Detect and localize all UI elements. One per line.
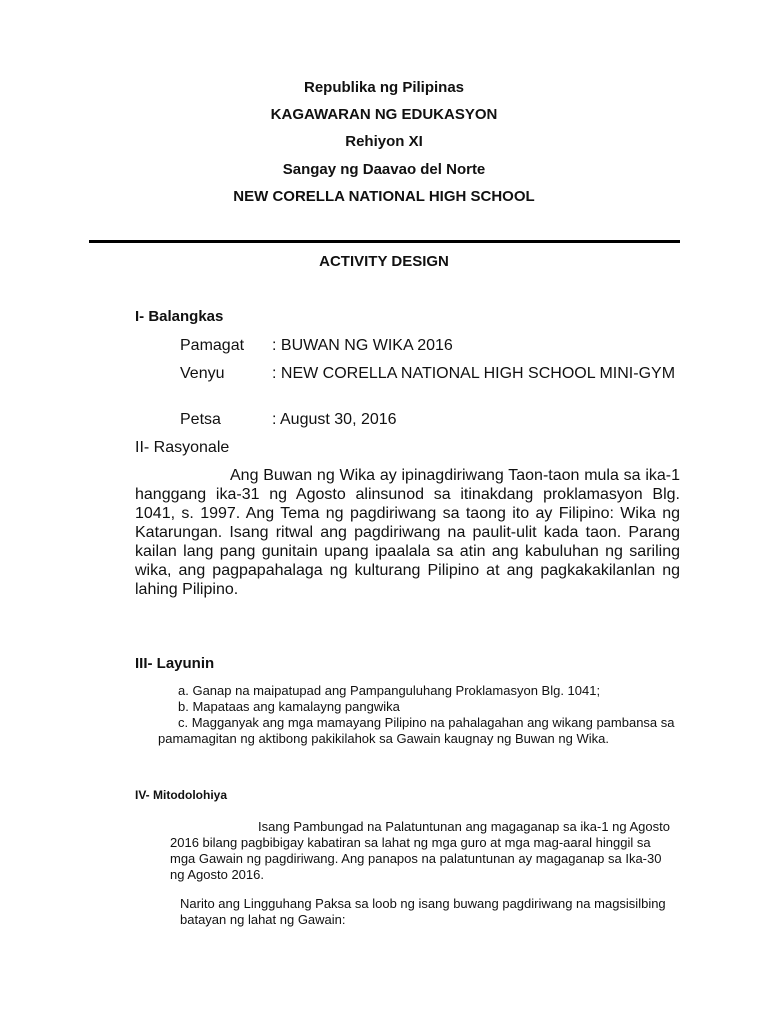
pamagat-label: Pamagat	[180, 337, 245, 354]
section-balangkas-heading: I- Balangkas	[135, 308, 224, 325]
section-layunin-heading: III- Layunin	[135, 655, 215, 672]
section-mitodolohiya-heading: IV- Mitodolohiya	[135, 788, 227, 802]
petsa-label: Petsa	[180, 411, 221, 428]
header-division: Sangay ng Daavao del Norte	[282, 161, 486, 178]
mitodolohiya-paragraph-2: Narito ang Lingguhang Paksa sa loob ng isang buwang pagdiriwang na magsisilbing batayan ng lahat ng Gawain:	[180, 896, 666, 927]
layunin-item-c: c. Magganyak ang mga mamayang Pilipino na pahalagahan ang wikang pambansa sa pamamagitan ng aktibong pakikilahok sa Gawain kaugnay ng Buwan ng Wika.	[158, 715, 675, 746]
petsa-value: : August 30, 2016	[272, 411, 397, 428]
layunin-item-b: b. Mapataas ang kamalayng pangwika	[178, 699, 400, 714]
venyu-label: Venyu	[180, 365, 225, 382]
rasyonale-paragraph	[135, 466, 680, 599]
header-department: KAGAWARAN NG EDUKASYON	[270, 106, 498, 123]
layunin-item-a: a. Ganap na maipatupad ang Pampanguluhang Proklamasyon Blg. 1041;	[178, 683, 601, 698]
header-divider	[89, 240, 680, 243]
document-title: ACTIVITY DESIGN	[319, 253, 449, 270]
header-school: NEW CORELLA NATIONAL HIGH SCHOOL	[233, 188, 535, 205]
rasyonale-text: Ang Buwan ng Wika ay ipinagdiriwang Taon-taon mula sa ika-1 hanggang ika-31 ng Agosto alinsunod sa itinakdang proklamasyon Blg. 1041, s. 1997. Ang Tema ng pagdiriwang sa taong ito ay Filipino: Wika ng Katarungan. Isang ritwal ang pagdiriwang na paulit-ulit kada taon. Parang kailan lang pang gunitain upang ipaalala sa atin ang kabuluhan ng sariling wika, ang pagpapahalaga ng kulturang Pilipino at ang pagkakakilanlan ng lahing Pilipino.	[135, 467, 680, 598]
pamagat-value: : BUWAN NG WIKA 2016	[272, 337, 453, 354]
header-republic: Republika ng Pilipinas	[303, 79, 465, 96]
header-region: Rehiyon XI	[345, 133, 423, 150]
mitodolohiya-paragraph-1: Isang Pambungad na Palatuntunan ang magaganap sa ika-1 ng Agosto 2016 bilang pagbibigay kabatiran sa lahat ng mga guro at mga mag-aaral hinggil sa mga Gawain ng pagdiriwang. Ang panapos na palatuntunan ay magaganap sa Ika-30 ng Agosto 2016.	[170, 819, 670, 882]
section-rasyonale-heading: II- Rasyonale	[135, 439, 230, 456]
venyu-value: : NEW CORELLA NATIONAL HIGH SCHOOL MINI-GYM	[272, 365, 676, 382]
